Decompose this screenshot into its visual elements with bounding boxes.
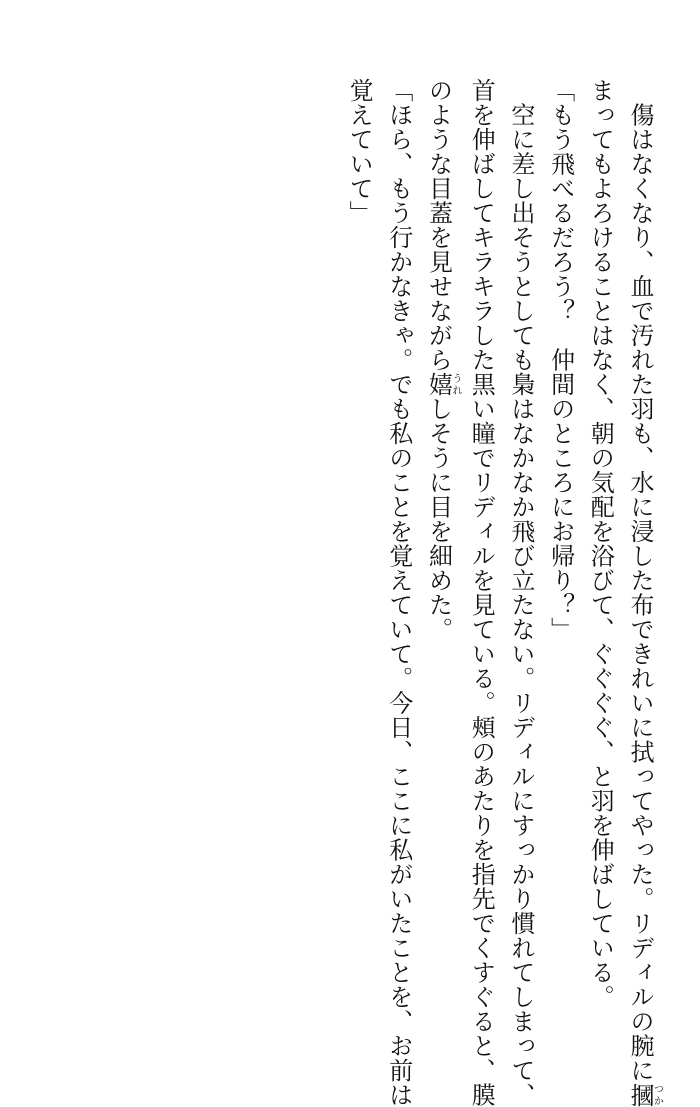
text-line-7 xyxy=(378,78,418,978)
line-text: しそうに目を細めた。 xyxy=(424,397,452,642)
line-text: 「もう飛べるだろう？ 仲間のところにお帰り？」 xyxy=(547,78,575,642)
line-text: まってもよろけることはなく、朝の気配を浴びて、ぐぐぐぐ、と羽を伸ばしている。 xyxy=(586,78,614,1009)
text-line-3 xyxy=(540,78,580,978)
ruby-annotation xyxy=(424,372,452,397)
ruby-annotation xyxy=(626,1083,654,1107)
text-line-1 xyxy=(619,78,662,978)
vertical-text-body xyxy=(338,78,662,978)
ruby-reading: つか xyxy=(652,1083,663,1107)
line-text: のような目蓋を見せながら xyxy=(424,78,452,372)
line-text: 空に差し出そうとしても梟はなかなか飛び立たない。リディルにすっかり慣れてしまって、 xyxy=(507,78,535,1107)
text-line-6 xyxy=(418,78,461,978)
line-text: 覚えていて」 xyxy=(345,78,373,225)
ruby-base: 摑 xyxy=(626,1083,654,1107)
ruby-base: 嬉 xyxy=(424,372,452,397)
text-line-5 xyxy=(460,78,500,978)
ruby-reading: うれ xyxy=(450,372,461,397)
line-text: 傷はなくなり、血で汚れた羽も、水に浸した布できれいに拭ってやった。リディルの腕に xyxy=(626,78,654,1083)
line-text: 「ほら、もう行かなきゃ。でも私のことを覚えていて。今日、ここに私がいたことを、お前は xyxy=(385,78,413,1107)
text-line-2 xyxy=(580,78,620,978)
text-line-8 xyxy=(338,78,378,978)
text-line-4 xyxy=(500,78,540,978)
line-text: 首を伸ばしてキラキラした黒い瞳でリディルを見ている。頰のあたりを指先でくすぐると、膜 xyxy=(467,78,495,1107)
